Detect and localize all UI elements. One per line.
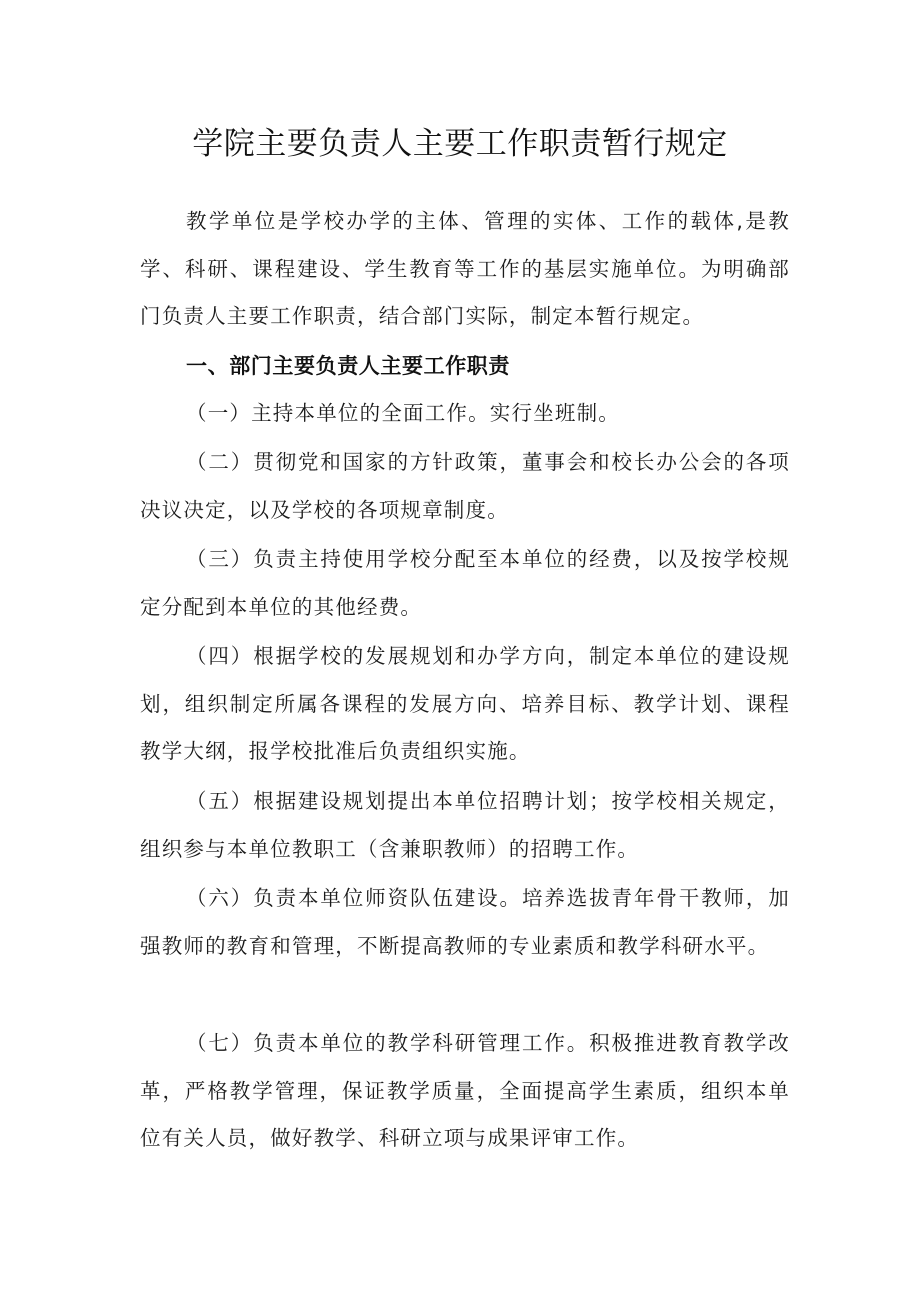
document-title: 学院主要负责人主要工作职责暂行规定: [192, 126, 728, 162]
intro-paragraph: 教学单位是学校办学的主体、管理的实体、工作的载体,是教学、科研、课程建设、学生教育等工作的基层实施单位。为明确部门负责人主要工作职责，结合部门实际，制定本暂行规定。: [140, 209, 790, 328]
list-item: （七）负责本单位的教学科研管理工作。积极推进教育教学改革，严格教学管理，保证教学质量，全面提高学生素质，组织本单位有关人员，做好教学、科研立项与成果评审工作。: [140, 1031, 790, 1150]
list-item: （五）根据建设规划提出本单位招聘计划；按学校相关规定，组织参与本单位教职工（含兼职教师）的招聘工作。: [140, 789, 790, 861]
list-item: （一）主持本单位的全面工作。实行坐班制。: [186, 401, 620, 425]
list-item: （四）根据学校的发展规划和办学方向，制定本单位的建设规划，组织制定所属各课程的发展方向、培养目标、教学计划、课程教学大纲，报学校批准后负责组织实施。: [140, 644, 790, 763]
list-item: （六）负责本单位师资队伍建设。培养选拔青年骨干教师，加强教师的教育和管理，不断提高教师的专业素质和教学科研水平。: [140, 886, 790, 958]
section-heading: 一、部门主要负责人主要工作职责: [186, 354, 510, 378]
list-item: （二）贯彻党和国家的方针政策，董事会和校长办公会的各项决议决定，以及学校的各项规章制度。: [140, 450, 790, 522]
list-item: （三）负责主持使用学校分配至本单位的经费，以及按学校规定分配到本单位的其他经费。: [140, 547, 790, 619]
